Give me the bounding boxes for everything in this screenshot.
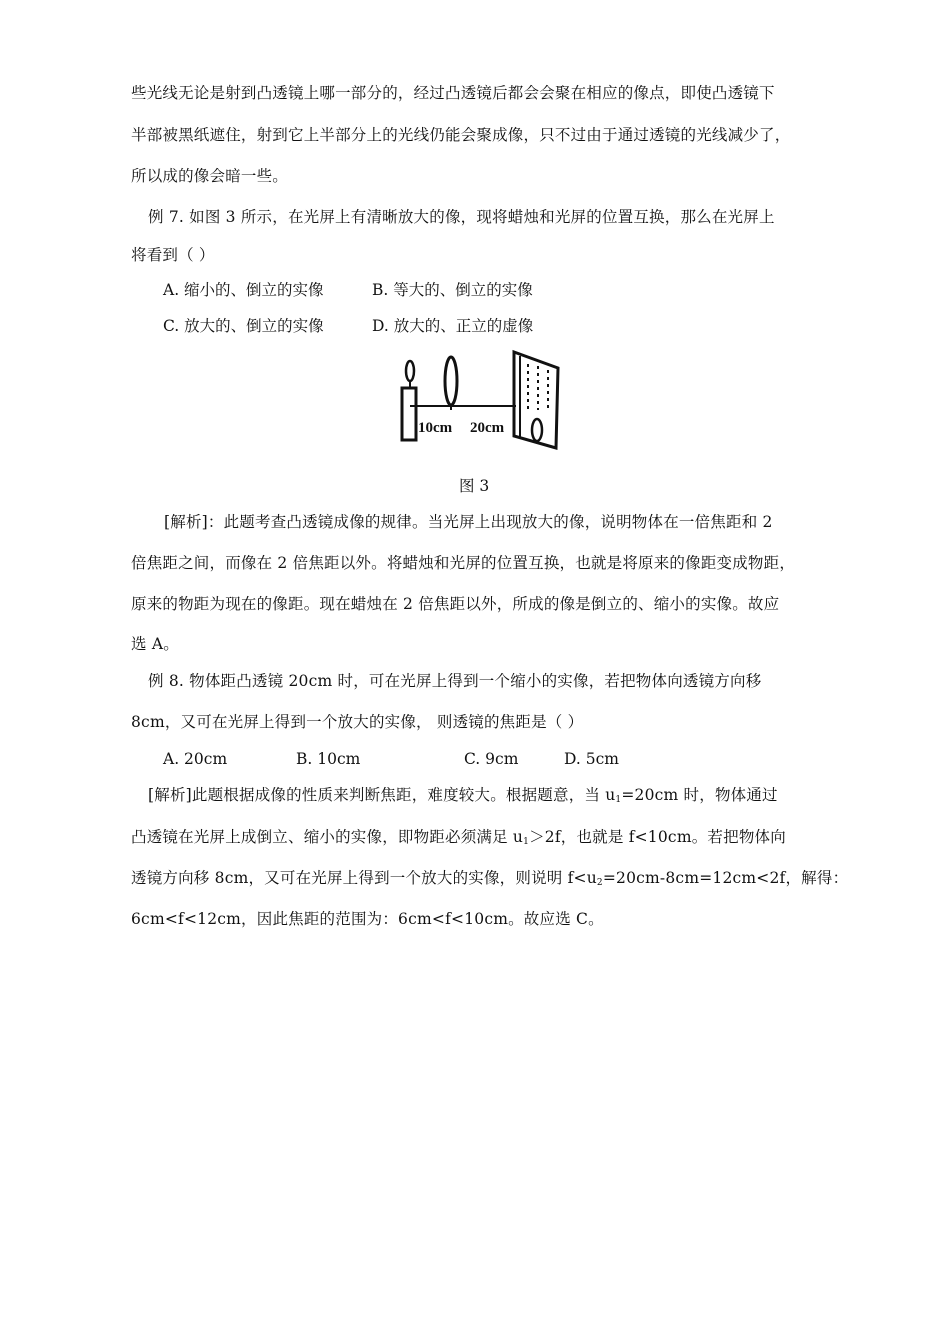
example8-option-d: D. 5cm <box>564 750 619 768</box>
example8-question-line-1: 例 8. 物体距凸透镜 20cm 时，可在光屏上得到一个缩小的实像，若把物体向透镜方向移 <box>148 672 762 690</box>
example7-option-a: A. 缩小的、倒立的实像 <box>163 281 324 299</box>
figure-3-lens-setup <box>398 348 562 452</box>
example8-analysis-line-2: 凸透镜在光屏上成倒立、缩小的实像，即物距必须满足 $u_1>2f$，也就是 f<10cm。若把物体向 <box>131 828 786 847</box>
example7-analysis-line-1: [解析]：此题考查凸透镜成像的规律。当光屏上出现放大的像，说明物体在一倍焦距和 2 <box>164 513 773 531</box>
intro-line-1: 些光线无论是射到凸透镜上哪一部分的，经过凸透镜后都会会聚在相应的像点，即使凸透镜下 <box>131 84 775 102</box>
example8-analysis-line-4: 6cm<f<12cm，因此焦距的范围为：6cm<f<10cm。故应选 C。 <box>131 910 604 928</box>
example8-option-c: C. 9cm <box>464 750 519 768</box>
candle-flame-icon <box>406 361 414 381</box>
example7-question-line-1: 例 7. 如图 3 所示，在光屏上有清晰放大的像，现将蜡烛和光屏的位置互换，那么在光屏上 <box>148 208 775 226</box>
example7-option-d: D. 放大的、正立的虚像 <box>372 317 534 335</box>
figure-3-caption: 图 3 <box>459 477 490 495</box>
example7-option-c: C. 放大的、倒立的实像 <box>163 317 324 335</box>
example8-question-line-2: 8cm，又可在光屏上得到一个放大的实像， 则透镜的焦距是（ ） <box>131 713 584 731</box>
example7-option-b: B. 等大的、倒立的实像 <box>372 281 533 299</box>
intro-line-2: 半部被黑纸遮住，射到它上半部分上的光线仍能会聚成像，只不过由于通过透镜的光线减少了， <box>131 126 791 144</box>
example7-analysis-line-4: 选 A。 <box>131 635 179 653</box>
distance-label-20cm: 20cm <box>470 420 505 436</box>
example7-analysis-line-2: 倍焦距之间，而像在 2 倍焦距以外。将蜡烛和光屏的位置互换，也就是将原来的像距变成物距， <box>131 554 796 572</box>
example7-question-line-2: 将看到（ ） <box>131 246 215 264</box>
example7-analysis-line-3: 原来的物距为现在的像距。现在蜡烛在 2 倍焦距以外，所成的像是倒立的、缩小的实像。故应 <box>131 595 780 613</box>
example8-option-b: B. 10cm <box>296 750 361 768</box>
distance-label-10cm: 10cm <box>418 420 453 436</box>
example8-analysis-line-1: [解析]此题根据成像的性质来判断焦距，难度较大。根据题意，当 $u_1=20cm$ 时，物体通过 <box>148 786 778 805</box>
example8-option-a: A. 20cm <box>163 750 228 768</box>
example8-analysis-line-3: 透镜方向移 8cm，又可在光屏上得到一个放大的实像，则说明 $f<u_2=20cm-8cm=12cm<2f$，解得： <box>131 869 849 888</box>
inverted-image-icon <box>532 419 542 441</box>
candle-body <box>402 388 416 440</box>
intro-line-3: 所以成的像会暗一些。 <box>131 167 289 185</box>
convex-lens-icon <box>445 357 457 405</box>
